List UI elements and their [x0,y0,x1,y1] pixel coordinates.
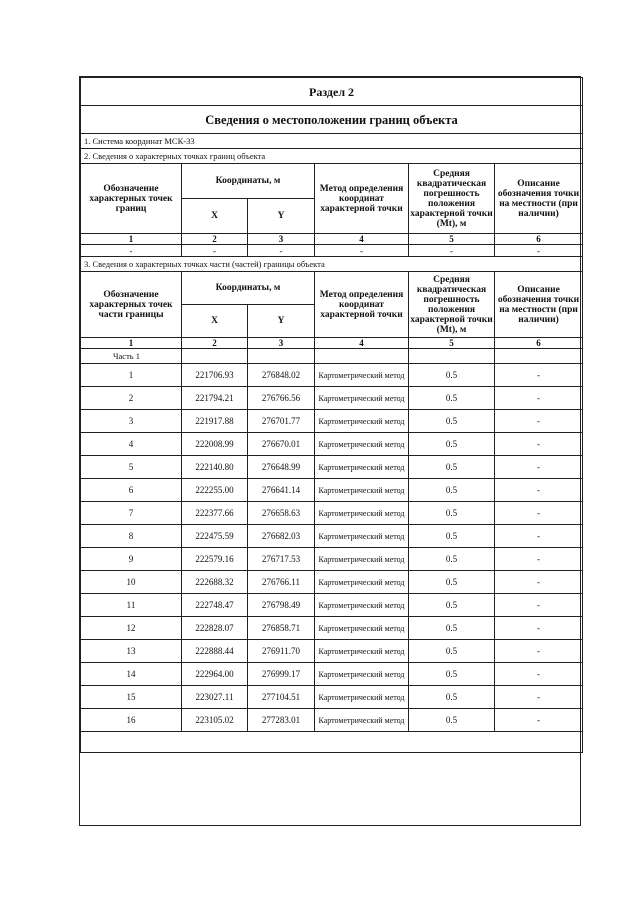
point-method: Картометрический метод [315,640,409,663]
t2-num: 4 [315,338,409,349]
point-x: 222748.47 [182,594,248,617]
point-x: 221917.88 [182,410,248,433]
point-number: 8 [81,525,182,548]
t1-h-x: X [182,199,248,234]
point-number: 16 [81,709,182,732]
point-y: 276766.11 [248,571,315,594]
point-x: 222475.59 [182,525,248,548]
t2-num: 3 [248,338,315,349]
point-y: 276682.03 [248,525,315,548]
point-method: Картометрический метод [315,479,409,502]
point-error: 0.5 [409,594,495,617]
point-error: 0.5 [409,663,495,686]
point-method: Картометрический метод [315,387,409,410]
points-body [81,364,583,732]
t1-num: 6 [495,234,583,245]
point-number: 13 [81,640,182,663]
point-y: 276999.17 [248,663,315,686]
coord-system: 1. Система координат МСК-33 [81,134,583,149]
point-x: 222008.99 [182,433,248,456]
point-y: 277283.01 [248,709,315,732]
table-row [81,709,583,732]
section2-title: 2. Сведения о характерных точках границ объекта [81,149,583,164]
point-description: - [495,502,583,525]
t2-h-designation: Обозначение характерных точек части границы [81,272,182,338]
point-method: Картометрический метод [315,433,409,456]
table-row [81,456,583,479]
point-x: 222964.00 [182,663,248,686]
t2-h-description: Описание обозначения точки на местности (при наличии) [495,272,583,338]
point-number: 14 [81,663,182,686]
document-page [79,76,581,826]
point-error: 0.5 [409,548,495,571]
table-row [81,502,583,525]
point-number: 3 [81,410,182,433]
point-error: 0.5 [409,479,495,502]
t1-h-method: Метод определения координат характерной точки [315,164,409,234]
table-row [81,410,583,433]
point-description: - [495,709,583,732]
point-y: 276641.14 [248,479,315,502]
section-title: Раздел 2 [81,78,583,106]
point-description: - [495,571,583,594]
point-error: 0.5 [409,387,495,410]
t1-h-description: Описание обозначения точки на местности (при наличии) [495,164,583,234]
point-method: Картометрический метод [315,686,409,709]
boundary-table [80,77,583,753]
point-error: 0.5 [409,617,495,640]
t2-num: 2 [182,338,248,349]
t1-h-error: Средняя квадратическая погрешность положения характерной точки (Mt), м [409,164,495,234]
t1-num: 5 [409,234,495,245]
point-method: Картометрический метод [315,548,409,571]
point-description: - [495,548,583,571]
point-description: - [495,479,583,502]
point-method: Картометрический метод [315,709,409,732]
point-y: 276670.01 [248,433,315,456]
point-description: - [495,663,583,686]
t1-num: 3 [248,234,315,245]
t2-num: 5 [409,338,495,349]
point-x: 223105.02 [182,709,248,732]
point-description: - [495,525,583,548]
t2-h-x: X [182,305,248,338]
point-error: 0.5 [409,433,495,456]
point-y: 277104.51 [248,686,315,709]
point-error: 0.5 [409,410,495,433]
point-number: 1 [81,364,182,387]
point-number: 4 [81,433,182,456]
point-number: 2 [81,387,182,410]
point-description: - [495,364,583,387]
point-error: 0.5 [409,525,495,548]
table-row [81,571,583,594]
point-y: 276798.49 [248,594,315,617]
point-y: 276717.53 [248,548,315,571]
point-x: 222377.66 [182,502,248,525]
table-row [81,548,583,571]
t1-h-y: Y [248,199,315,234]
point-number: 9 [81,548,182,571]
point-method: Картометрический метод [315,617,409,640]
point-number: 11 [81,594,182,617]
point-method: Картометрический метод [315,571,409,594]
point-method: Картометрический метод [315,663,409,686]
point-x: 222828.07 [182,617,248,640]
t1-dash: - [409,245,495,257]
point-description: - [495,387,583,410]
page-title: Сведения о местоположении границ объекта [81,106,583,134]
point-number: 6 [81,479,182,502]
point-number: 5 [81,456,182,479]
point-number: 10 [81,571,182,594]
point-number: 7 [81,502,182,525]
t2-h-error: Средняя квадратическая погрешность положения характерной точки (Mt), м [409,272,495,338]
table-row [81,433,583,456]
table-row [81,663,583,686]
point-method: Картометрический метод [315,410,409,433]
part-label: Часть 1 [81,349,182,364]
point-description: - [495,594,583,617]
table-row [81,479,583,502]
point-x: 221706.93 [182,364,248,387]
t1-dash: - [248,245,315,257]
point-x: 222688.32 [182,571,248,594]
t1-dash: - [81,245,182,257]
point-y: 276658.63 [248,502,315,525]
t1-h-designation: Обозначение характерных точек границ [81,164,182,234]
point-method: Картометрический метод [315,364,409,387]
t2-h-method: Метод определения координат характерной точки [315,272,409,338]
point-x: 222255.00 [182,479,248,502]
point-description: - [495,686,583,709]
point-error: 0.5 [409,502,495,525]
table-row [81,594,583,617]
point-method: Картометрический метод [315,502,409,525]
point-error: 0.5 [409,571,495,594]
point-y: 276911.70 [248,640,315,663]
t1-dash: - [495,245,583,257]
table-row [81,640,583,663]
t2-h-coords: Координаты, м [182,272,315,305]
point-method: Картометрический метод [315,525,409,548]
point-description: - [495,410,583,433]
point-description: - [495,640,583,663]
point-x: 223027.11 [182,686,248,709]
point-error: 0.5 [409,364,495,387]
t1-num: 2 [182,234,248,245]
table-row [81,387,583,410]
table-row [81,364,583,387]
t1-num: 4 [315,234,409,245]
point-x: 221794.21 [182,387,248,410]
table-row [81,686,583,709]
section3-title: 3. Сведения о характерных точках части (частей) границы объекта [81,257,583,272]
point-error: 0.5 [409,456,495,479]
t1-dash: - [315,245,409,257]
table-row [81,617,583,640]
point-number: 15 [81,686,182,709]
table-footer-row [81,732,583,753]
point-method: Картометрический метод [315,456,409,479]
point-y: 276701.77 [248,410,315,433]
point-y: 276848.02 [248,364,315,387]
point-number: 12 [81,617,182,640]
point-y: 276766.56 [248,387,315,410]
t2-h-y: Y [248,305,315,338]
point-description: - [495,617,583,640]
t1-h-coords: Координаты, м [182,164,315,199]
point-y: 276648.99 [248,456,315,479]
point-error: 0.5 [409,686,495,709]
t2-num: 6 [495,338,583,349]
point-x: 222888.44 [182,640,248,663]
t1-dash: - [182,245,248,257]
table-row [81,525,583,548]
point-method: Картометрический метод [315,594,409,617]
t2-num: 1 [81,338,182,349]
point-error: 0.5 [409,640,495,663]
t1-num: 1 [81,234,182,245]
point-x: 222140.80 [182,456,248,479]
point-error: 0.5 [409,709,495,732]
point-y: 276858.71 [248,617,315,640]
point-description: - [495,433,583,456]
point-description: - [495,456,583,479]
point-x: 222579.16 [182,548,248,571]
